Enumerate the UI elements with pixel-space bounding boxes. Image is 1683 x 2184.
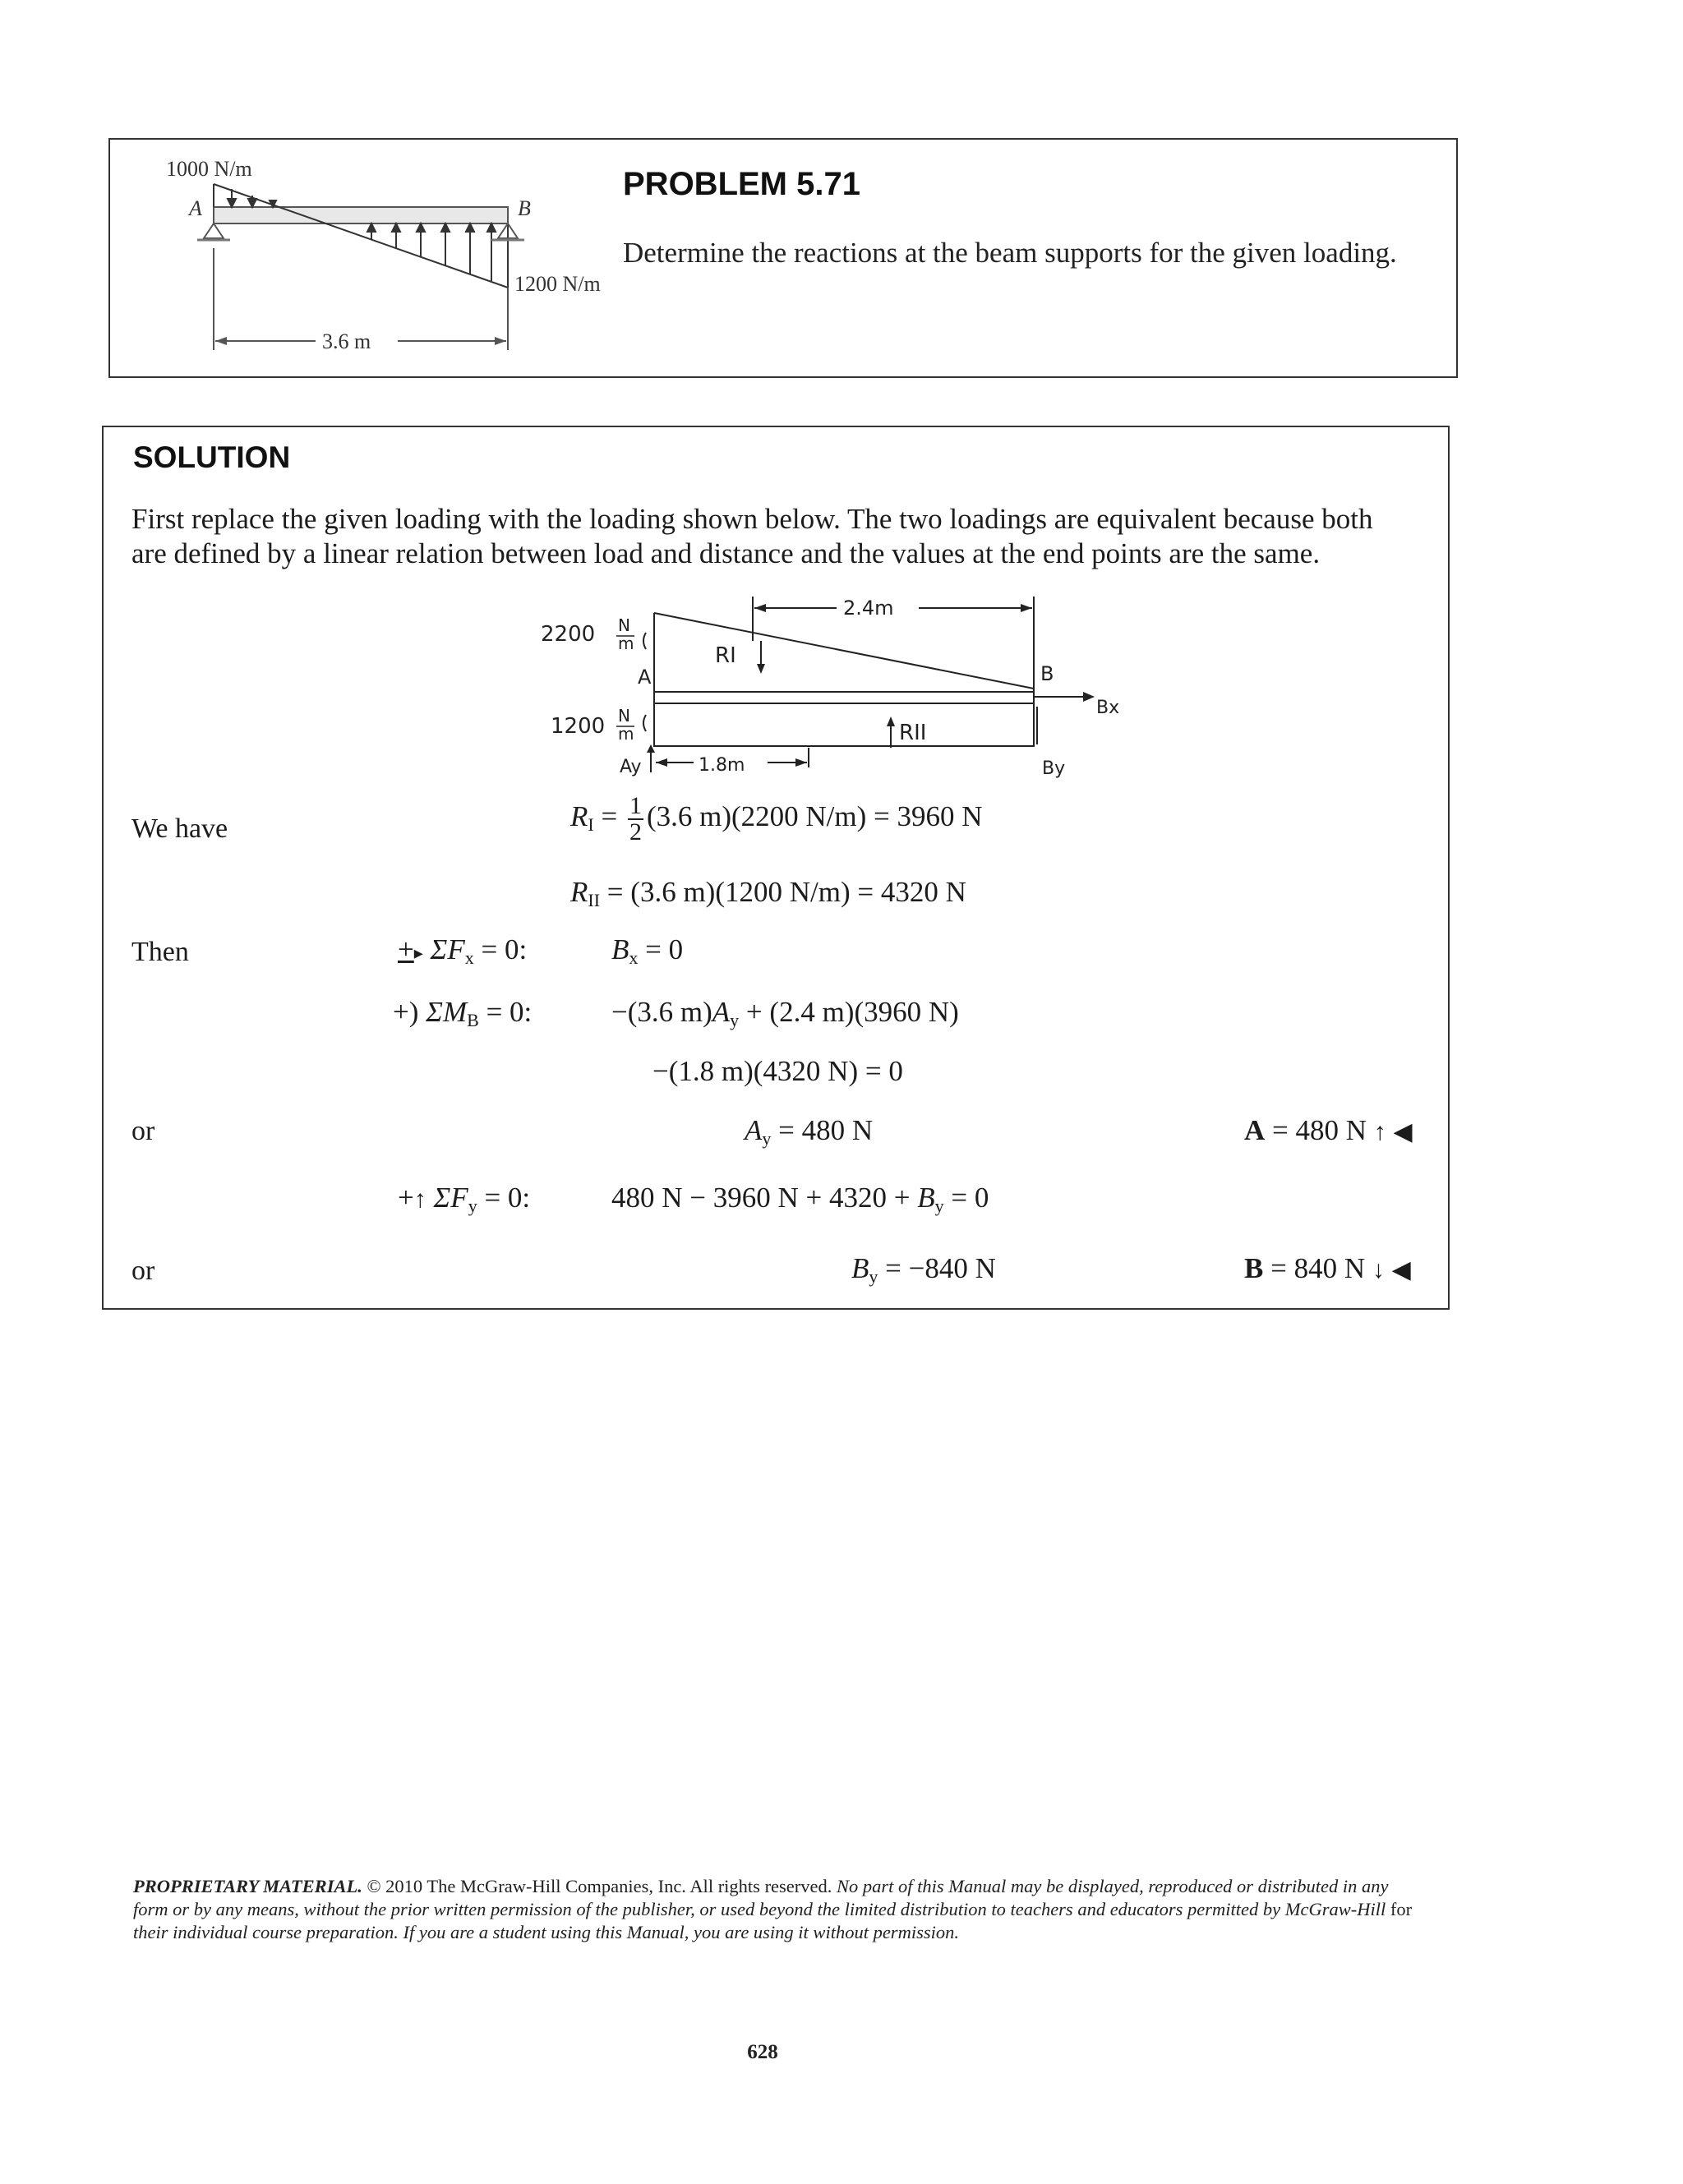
notice-text-2: their individual course preparation. If you are a student using this Manual, you are using it without permission. — [133, 1922, 959, 1942]
label-or-1: or — [131, 1116, 155, 1146]
solution-box — [102, 426, 1450, 1310]
solution-intro-line2: are defined by a linear relation between load and distance and the values at the end points are the same. — [131, 537, 1321, 569]
support-a — [204, 223, 224, 238]
eq-fy-rhs-b: = 0 — [951, 1182, 989, 1214]
eq-r2-var: R — [570, 876, 588, 908]
load1-value: 2200 — [541, 622, 596, 647]
eq-fy-rhs-sub: y — [934, 1196, 944, 1216]
load1-unit-m: m — [618, 634, 634, 653]
load1-unit-n: N — [618, 615, 630, 635]
eq-ay-sub: y — [762, 1128, 772, 1149]
support-b-label: B — [518, 196, 531, 220]
notice-text-1: No part of this Manual may be displayed, reproduced or distributed in any form or by any means, without the prior written permission of the publisher, or used beyond the limited distribution to teachers and educators permitted by McGraw-Hill — [133, 1876, 1389, 1919]
up-arrow-icon: ↑ — [1373, 1118, 1386, 1145]
eq-by-var: B — [851, 1252, 869, 1284]
load2-unit-n: N — [618, 706, 630, 726]
problem-statement: Determine the reactions at the beam supports for the given loading. — [623, 237, 1397, 269]
span-label: 3.6 m — [322, 329, 371, 353]
eq-sum-mb — [393, 996, 532, 1031]
rect-load — [654, 703, 1034, 746]
support-a-label: A — [189, 196, 202, 220]
dim-top-label: 2.4m — [843, 597, 894, 620]
r2-label: RII — [899, 721, 927, 745]
eq-r2-sub: II — [588, 890, 601, 910]
right-arrow-icon: ▸ — [413, 942, 423, 963]
load-right-label: 1200 N/m — [514, 272, 601, 296]
notice-for: for — [1390, 1899, 1413, 1919]
eq-fy-rhs — [611, 1182, 989, 1217]
eq-bx-rhs: = 0 — [645, 933, 684, 965]
load2-value: 1200 — [551, 714, 606, 739]
eq-r1-fraction — [628, 794, 643, 845]
up-arrows — [367, 223, 496, 281]
eq-r2 — [570, 876, 966, 911]
eq-r1-equals: = — [601, 800, 618, 833]
eq-sum-fx — [398, 933, 527, 969]
eq-sum-mb-sigma: ΣM — [426, 996, 468, 1028]
solution-heading: SOLUTION — [133, 440, 291, 474]
answer-b-value: = 840 N — [1270, 1252, 1366, 1284]
label-a: A — [638, 666, 652, 689]
label-then: Then — [131, 937, 189, 967]
label-b: B — [1040, 662, 1054, 685]
eq-sum-fx-prefix: + — [398, 933, 414, 965]
eq-mb-rhs-var: A — [712, 996, 731, 1028]
proprietary-label: PROPRIETARY MATERIAL. — [133, 1876, 362, 1896]
proprietary-notice — [133, 1875, 1415, 1944]
eq-r1-sub: I — [588, 814, 594, 836]
eq-r2-rhs: = (3.6 m)(1200 N/m) = 4320 N — [606, 876, 966, 908]
eq-bx-sub: x — [629, 947, 639, 968]
page-number: 628 — [747, 2041, 778, 2063]
answer-b — [1244, 1252, 1411, 1285]
r1-label: RI — [715, 643, 736, 668]
eq-mb-rhs-sub: y — [730, 1010, 740, 1030]
eq-mb-rhs-a: −(3.6 m) — [611, 996, 712, 1028]
eq-r1-rhs: (3.6 m)(2200 N/m) = 3960 N — [646, 800, 983, 833]
answer-a-value: = 480 N — [1272, 1114, 1367, 1146]
eq-fy-rhs-var: B — [917, 1182, 935, 1214]
solution-intro-line1: First replace the given loading with the loading shown below. The two loadings are equivalent because both — [131, 503, 1373, 535]
beam — [214, 207, 508, 223]
eq-by — [851, 1252, 996, 1288]
eq-r1-den: 2 — [629, 818, 642, 845]
eq-fy-rhs-a: 480 N − 3960 N + 4320 + — [611, 1182, 911, 1214]
problem-title: PROBLEM 5.71 — [623, 166, 860, 202]
eq-sum-fy-sigma: ΣF — [433, 1182, 468, 1214]
label-bx: Bx — [1096, 698, 1120, 718]
up-arrow-icon: ↑ — [413, 1186, 427, 1213]
problem-box — [108, 138, 1458, 378]
solution-beam — [654, 692, 1034, 703]
eq-sum-fx-cond: = 0: — [481, 933, 528, 965]
answer-b-var: B — [1244, 1252, 1264, 1284]
eq-sum-fy-prefix: + — [398, 1182, 414, 1214]
eq-sum-mb-prefix: +) — [393, 996, 419, 1028]
eq-by-sub: y — [869, 1266, 878, 1287]
dim-bottom-label: 1.8m — [699, 755, 745, 776]
problem-beam-figure — [125, 156, 700, 370]
eq-r1-num: 1 — [629, 792, 642, 819]
answer-a — [1244, 1114, 1413, 1147]
load-left-label: 1000 N/m — [166, 157, 252, 181]
eq-r1-var: R — [570, 800, 588, 833]
label-by: By — [1042, 758, 1066, 779]
eq-mb-rhs-b: + (2.4 m)(3960 N) — [745, 996, 959, 1028]
triangular-load-line — [654, 613, 1034, 689]
equivalent-loading-figure — [514, 592, 1139, 781]
eq-sum-mb-sub: B — [467, 1010, 479, 1030]
load2-unit-m: m — [618, 724, 634, 744]
eq-ay — [745, 1114, 873, 1150]
eq-sum-mb-cond: = 0: — [486, 996, 533, 1028]
answer-a-var: A — [1244, 1114, 1266, 1146]
eq-r1 — [570, 794, 983, 845]
eq-mb-rhs — [611, 996, 959, 1031]
answer-marker-icon: ◀ — [1393, 1118, 1413, 1145]
eq-ay-var: A — [745, 1114, 763, 1146]
eq-sum-fy-cond: = 0: — [484, 1182, 531, 1214]
label-we-have: We have — [131, 813, 228, 844]
copyright-text: © 2010 The McGraw-Hill Companies, Inc. All rights reserved. — [367, 1876, 832, 1896]
eq-bx-var: B — [611, 933, 629, 965]
eq-mb-line2: −(1.8 m)(4320 N) = 0 — [652, 1055, 903, 1087]
eq-sum-fy — [398, 1182, 530, 1217]
label-or-2: or — [131, 1256, 155, 1286]
label-ay: Ay — [620, 757, 642, 777]
eq-bx — [611, 933, 683, 969]
eq-sum-fy-sub: y — [468, 1196, 477, 1216]
answer-marker-icon: ◀ — [1391, 1256, 1411, 1283]
eq-by-rhs: = −840 N — [885, 1252, 996, 1284]
eq-sum-fx-sigma: ΣF — [430, 933, 465, 965]
eq-sum-fx-sub: x — [464, 947, 474, 968]
down-arrow-icon: ↓ — [1372, 1256, 1385, 1283]
load-line — [214, 184, 508, 288]
eq-ay-rhs: = 480 N — [778, 1114, 874, 1146]
